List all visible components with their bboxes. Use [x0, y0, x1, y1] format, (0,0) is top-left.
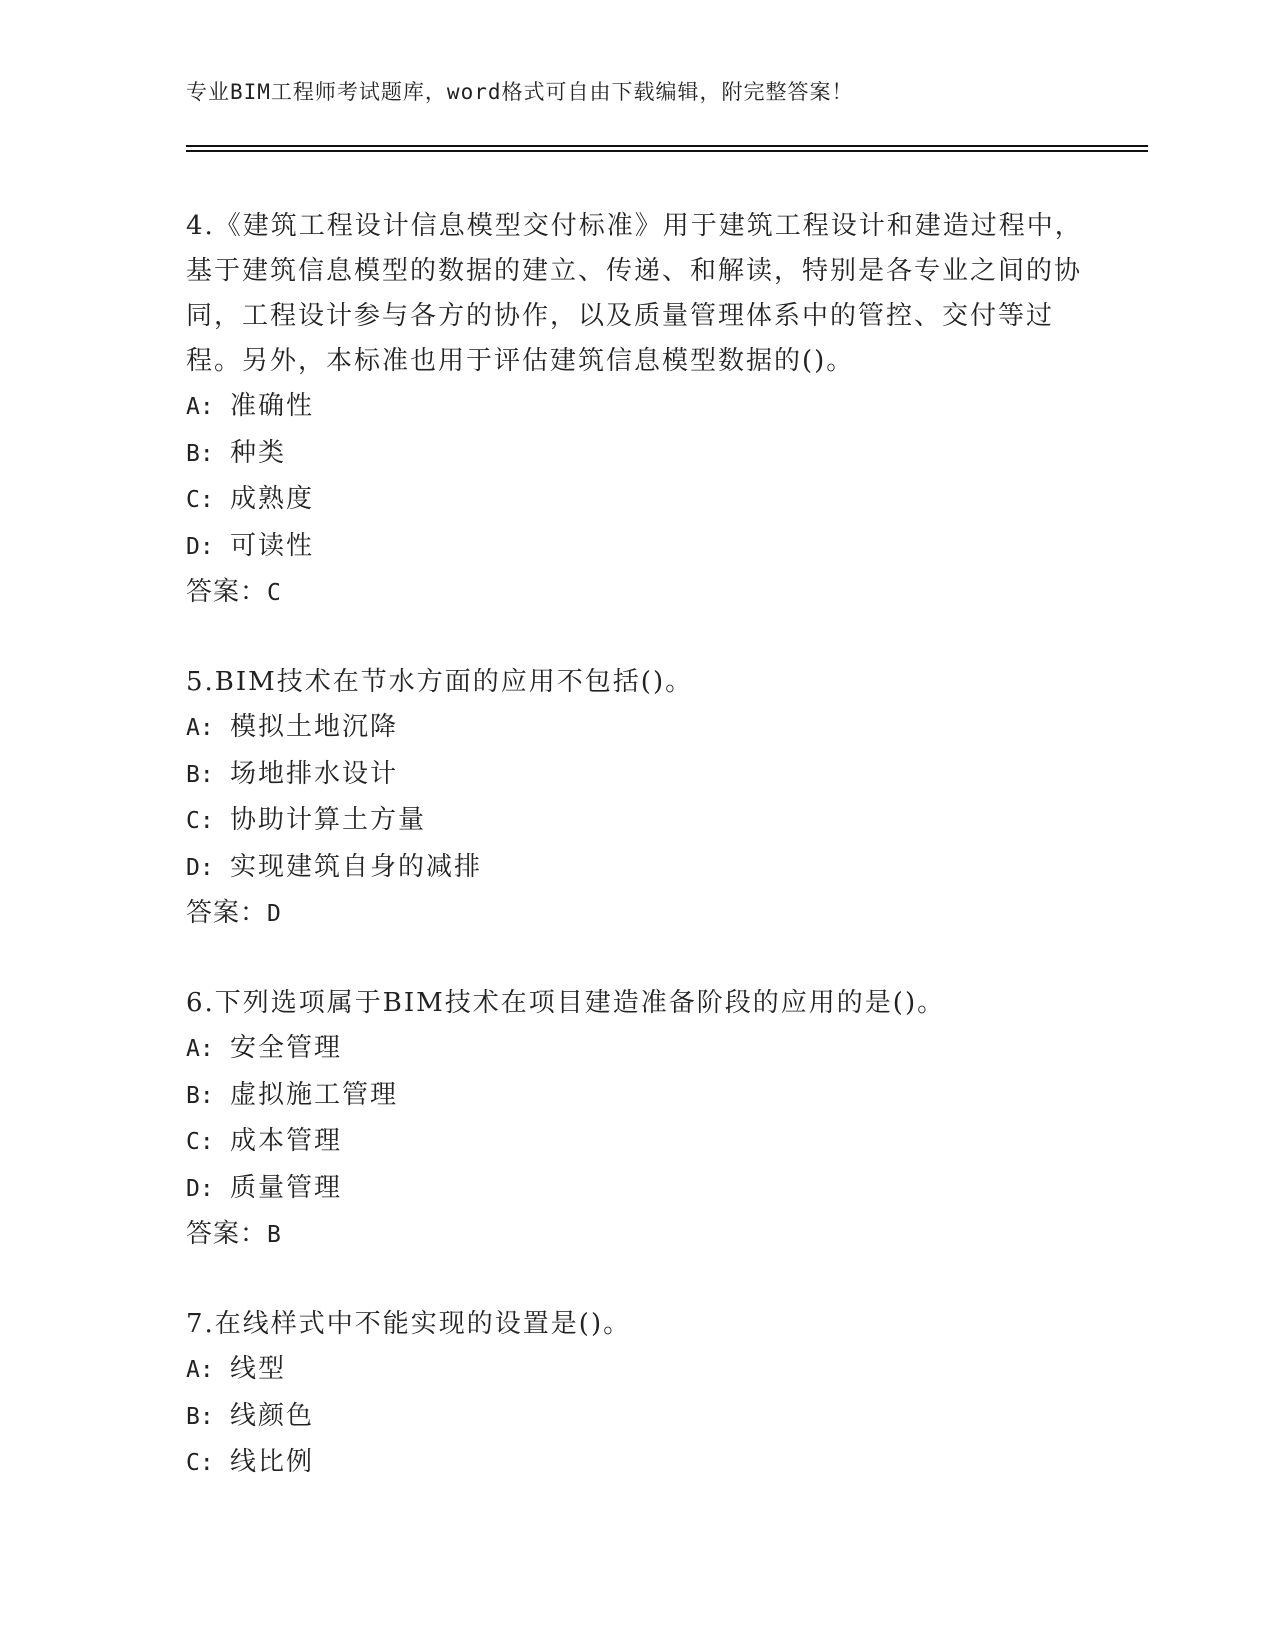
option-text: 线型: [230, 1354, 287, 1384]
option-b: [186, 752, 1086, 799]
option-key: D:: [186, 854, 214, 881]
option-key: B:: [186, 1403, 214, 1430]
question-stem: 7.在线样式中不能实现的设置是()。: [186, 1309, 632, 1339]
answer-line: [186, 891, 1086, 937]
option-d: [186, 845, 1086, 892]
option-key: C:: [186, 487, 214, 513]
header-rule-bottom: [186, 150, 1148, 152]
option-text: 成熟度: [230, 484, 315, 514]
question-4: [186, 204, 1086, 616]
answer-line: [186, 1212, 1086, 1258]
question-list: [186, 204, 1086, 1487]
option-text: 场地排水设计: [230, 758, 399, 789]
answer-label: 答案：: [186, 577, 268, 607]
option-text: 种类: [230, 437, 287, 468]
answer-value: B: [267, 1222, 282, 1248]
option-a: [186, 384, 1086, 431]
answer-label: 答案：: [186, 1219, 268, 1249]
option-key: A:: [186, 1357, 214, 1383]
answer-value: D: [267, 901, 282, 927]
option-key: A:: [186, 715, 214, 741]
option-text: 实现建筑自身的减排: [230, 851, 483, 882]
option-a: [186, 705, 1086, 752]
option-text: 质量管理: [230, 1172, 343, 1203]
option-key: C:: [186, 1129, 214, 1155]
option-text: 虚拟施工管理: [230, 1079, 399, 1110]
header-note: 专业BIM工程师考试题库，word格式可自由下载编辑，附完整答案！: [186, 80, 854, 104]
option-text: 协助计算土方量: [230, 805, 427, 835]
option-key: A:: [186, 1036, 214, 1062]
option-key: B:: [186, 440, 214, 467]
option-c: [186, 477, 1086, 524]
option-c: [186, 1440, 1086, 1487]
option-a: [186, 1347, 1086, 1394]
option-text: 线比例: [230, 1447, 315, 1477]
question-stem: 5.BIM技术在节水方面的应用不包括()。: [186, 667, 694, 697]
option-key: B:: [186, 1082, 214, 1109]
option-key: B:: [186, 761, 214, 788]
question-6: [186, 981, 1086, 1258]
option-key: D:: [186, 533, 214, 560]
option-b: [186, 1073, 1086, 1120]
option-b: [186, 431, 1086, 478]
option-text: 成本管理: [230, 1126, 343, 1156]
option-c: [186, 1119, 1086, 1166]
option-text: 可读性: [230, 530, 315, 561]
answer-label: 答案：: [186, 898, 268, 928]
option-d: [186, 524, 1086, 571]
header-rule-top: [186, 145, 1148, 147]
option-text: 准确性: [230, 391, 315, 421]
option-a: [186, 1026, 1086, 1073]
option-b: [186, 1394, 1086, 1441]
question-stem: 6.下列选项属于BIM技术在项目建造准备阶段的应用的是()。: [186, 988, 946, 1018]
question-5: [186, 660, 1086, 937]
option-key: A:: [186, 394, 214, 420]
option-d: [186, 1166, 1086, 1213]
option-text: 线颜色: [230, 1400, 315, 1431]
question-7: [186, 1302, 1086, 1487]
option-key: C:: [186, 1450, 214, 1476]
option-text: 安全管理: [230, 1033, 343, 1063]
answer-value: C: [267, 580, 282, 606]
question-stem: 4.《建筑工程设计信息模型交付标准》用于建筑工程设计和建造过程中，基于建筑信息模型的数据的建立、传递、和解读，特别是各专业之间的协同，工程设计参与各方的协作，以及质量管理体系中的管控、交付等过程。另外，本标准也用于评估建筑信息模型数据的()。: [186, 211, 1083, 376]
option-key: D:: [186, 1175, 214, 1202]
option-text: 模拟土地沉降: [230, 712, 399, 742]
option-key: C:: [186, 808, 214, 834]
option-c: [186, 798, 1086, 845]
answer-line: [186, 570, 1086, 616]
